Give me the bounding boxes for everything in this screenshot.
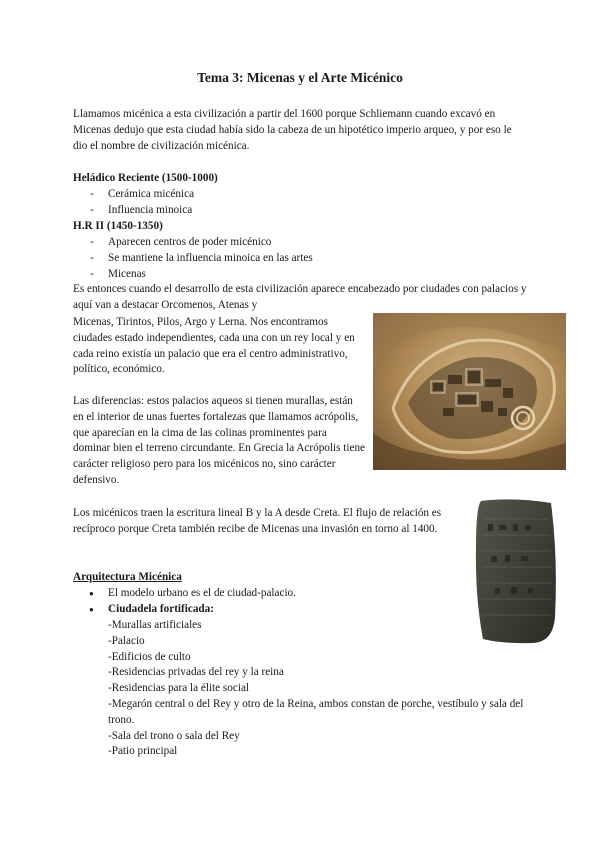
list-item: -Residencias para la élite social	[108, 682, 250, 695]
arquitectura-heading: Arquitectura Micénica	[73, 571, 182, 583]
desarrollo-paragraph-b: Micenas, Tirintos, Pilos, Argo y Lerna. Nos encontramos ciudades estado independientes, cada una con un rey local y en cada reino existía un palacio que era el centro administrativo, político, económico.	[73, 316, 355, 376]
list-item: - Influencia minoica	[73, 203, 194, 219]
list-item: -Murallas artificiales	[108, 619, 202, 631]
list-item: -Residencias privadas del rey y la reina	[108, 666, 284, 679]
heladico-heading: Heládico Reciente (1500-1000)	[73, 172, 218, 184]
list-item: ● El modelo urbano es el de ciudad-palacio.	[73, 586, 523, 602]
list-item: - Aparecen centros de poder micénico	[73, 235, 313, 251]
list-item: - Cerámica micénica	[73, 187, 194, 203]
arquitectura-bullets	[73, 586, 523, 618]
list-item: - Se mantiene la influencia minoica en las artes	[73, 251, 313, 267]
list-item: ● Ciudadela fortificada:	[73, 602, 523, 618]
intro-paragraph: Llamamos micénica a esta civilización a partir del 1600 porque Schliemann cuando excavó en Micenas dedujo que esta ciudad había sido la cabeza de un hipotético imperio arqueo, y por eso le dio el nombre de civilización micénica.	[73, 108, 512, 152]
hr2-heading: H.R II (1450-1350)	[73, 220, 163, 232]
heladico-list	[73, 187, 194, 219]
ciudadela-list	[108, 618, 528, 760]
mycenae-citadel-photo	[373, 313, 566, 470]
micenicos-paragraph: Los micénicos traen la escritura lineal B y la A desde Creta. El flujo de relación es recíproco porque Creta también recibe de Micenas una invasión en torno al 1400.	[73, 507, 442, 535]
list-item: -Palacio	[108, 634, 145, 647]
list-item: -Patio principal	[108, 745, 178, 758]
list-item: - Micenas	[73, 267, 313, 283]
list-item: -Edificios de culto	[108, 650, 191, 663]
hr2-list	[73, 235, 313, 282]
diferencias-paragraph: Las diferencias: estos palacios aqueos si tienen murallas, están en el interior de unas fuertes fortalezas que llamamos acrópolis, que aparecían en la cima de las colinas prominentes para dominar bien el terreno circundante. En Grecia la Acrópolis tiene carácter religioso pero para los micénicos no, sino carácter defensivo.	[73, 395, 365, 486]
list-item: -Megarón central o del Rey y otro de la Reina, ambos constan de porche, vestíbulo y sala del trono.	[108, 697, 524, 726]
desarrollo-paragraph-a: Es entonces cuando el desarrollo de esta civilización aparece encabezado por ciudades con palacios y aquí van a destacar Orcomenos, Atenas y	[73, 283, 527, 311]
list-item: -Sala del trono o sala del Rey	[108, 729, 240, 742]
page-title: Tema 3: Micenas y el Arte Micénico	[197, 70, 403, 85]
